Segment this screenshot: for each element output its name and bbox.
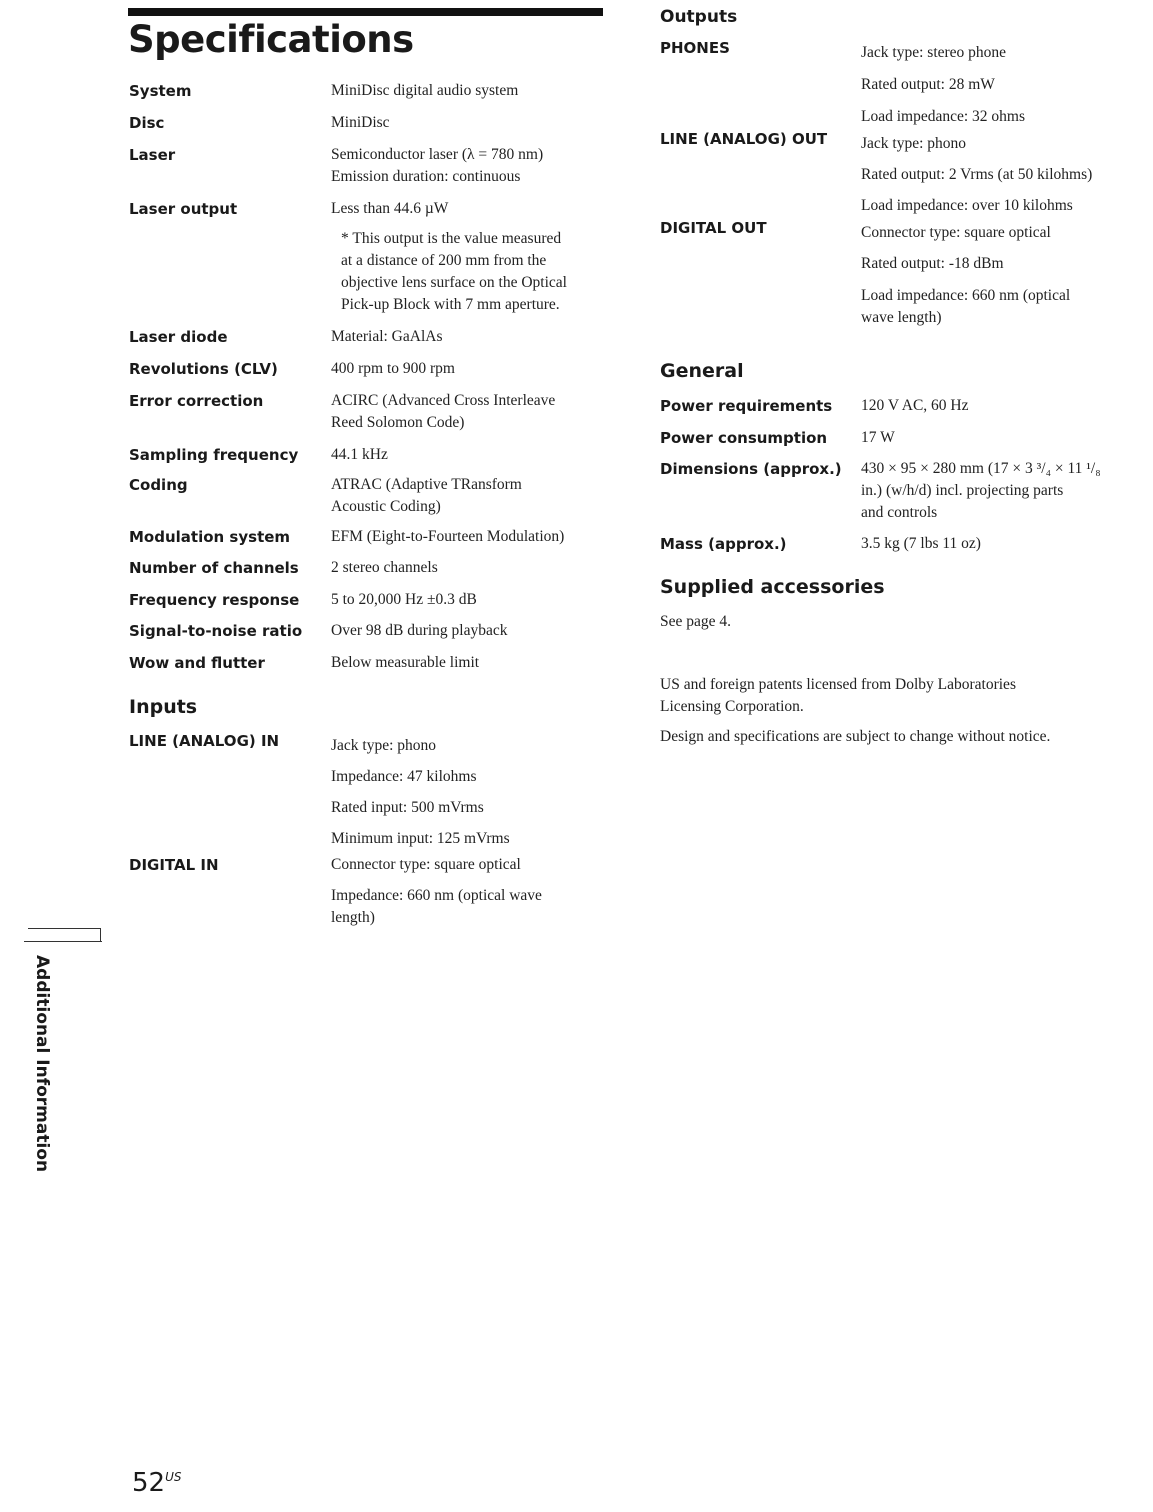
spec-label: Mass (approx.) [660, 535, 787, 553]
spec-value: Rated output: 28 mW [861, 76, 995, 93]
spec-value: Emission duration: continuous [331, 168, 521, 185]
page-title: Specifications [128, 18, 414, 61]
spec-label: Frequency response [129, 591, 300, 609]
spec-value: 400 rpm to 900 rpm [331, 360, 455, 377]
spec-row-channels [129, 557, 609, 589]
spec-row-modulation [129, 526, 609, 557]
spec-value: Jack type: stereo phone [861, 44, 1007, 61]
spec-value: Over 98 dB during playback [331, 622, 508, 639]
spec-value: Load impedance: over 10 kilohms [861, 197, 1073, 214]
spec-label: DIGITAL IN [129, 856, 219, 874]
spec-row-line-analog-out [660, 128, 1140, 222]
spec-row-revolutions [129, 358, 609, 390]
spec-value: Connector type: square optical [861, 224, 1051, 241]
spec-row-dimensions [660, 458, 1140, 533]
note-line: Pick-up Block with 7 mm aperture. [341, 296, 560, 313]
spec-value: wave length) [861, 309, 942, 326]
spec-value: Load impedance: 660 nm (optical [861, 287, 1071, 304]
title-rule [128, 8, 603, 16]
accessories-heading: Supplied accessories [660, 576, 885, 598]
spec-value: Rated output: 2 Vrms (at 50 kilohms) [861, 166, 1093, 183]
spec-label: Laser diode [129, 328, 228, 346]
spec-label: Disc [129, 114, 165, 132]
spec-label: PHONES [660, 39, 730, 57]
general-table [660, 395, 1140, 565]
spec-value: Jack type: phono [861, 135, 967, 152]
spec-label: System [129, 82, 192, 100]
accessories-text: See page 4. [660, 613, 732, 630]
spec-value: MiniDisc digital audio system [331, 82, 519, 99]
spec-value: Connector type: square optical [331, 856, 521, 873]
inputs-heading: Inputs [129, 696, 198, 718]
spec-row-line-analog-in [129, 730, 609, 854]
spec-row-sampling-frequency [129, 444, 609, 474]
general-heading: General [660, 360, 744, 382]
spec-label: Revolutions (CLV) [129, 360, 278, 378]
spec-label: Error correction [129, 392, 264, 410]
spec-value: 430 × 95 × 280 mm (17 × 3 ³/₄ × 11 ¹/₈ [861, 460, 1101, 477]
spec-label: Power requirements [660, 397, 833, 415]
spec-value: Below measurable limit [331, 654, 480, 671]
spec-row-wow-flutter [129, 652, 609, 684]
spec-value: Impedance: 47 kilohms [331, 768, 477, 785]
outputs-table [660, 39, 1140, 337]
note-line: objective lens surface on the Optical [341, 274, 567, 291]
side-tab-rule [100, 928, 101, 942]
spec-label: Sampling frequency [129, 446, 299, 464]
patent-notice [660, 674, 1140, 718]
spec-value: 5 to 20,000 Hz ±0.3 dB [331, 591, 477, 608]
spec-row-laser-output [129, 198, 609, 326]
design-notice: Design and specifications are subject to change without notice. [660, 728, 1051, 745]
note-line: * This output is the value measured [341, 230, 562, 247]
spec-value: ACIRC (Advanced Cross Interleave [331, 392, 556, 409]
spec-row-error-correction [129, 390, 609, 444]
spec-value: 44.1 kHz [331, 446, 388, 463]
spec-row-laser-diode [129, 326, 609, 358]
spec-value: in.) (w/h/d) incl. projecting parts [861, 482, 1064, 499]
spec-value: Material: GaAlAs [331, 328, 443, 345]
outputs-heading: Outputs [660, 7, 738, 27]
spec-label: Coding [129, 476, 188, 494]
spec-row-system [129, 80, 609, 112]
spec-row-frequency-response [129, 589, 609, 620]
spec-value: length) [331, 909, 375, 926]
spec-row-digital-in [129, 854, 609, 934]
spec-value: Impedance: 660 nm (optical wave [331, 887, 542, 904]
spec-value: 120 V AC, 60 Hz [861, 397, 969, 414]
spec-label: Signal-to-noise ratio [129, 622, 303, 640]
side-tab-rule [24, 941, 102, 942]
laser-output-note [331, 228, 609, 316]
spec-label: LINE (ANALOG) IN [129, 732, 280, 750]
spec-row-power-consumption [660, 427, 1140, 458]
spec-label: Modulation system [129, 528, 291, 546]
note-line: at a distance of 200 mm from the [341, 252, 547, 269]
spec-row-digital-out [660, 217, 1140, 337]
left-spec-table [129, 80, 609, 684]
side-tab-rule [28, 928, 100, 929]
spec-label: Power consumption [660, 429, 828, 447]
spec-row-power-requirements [660, 395, 1140, 427]
spec-label: Wow and flutter [129, 654, 265, 672]
page-number-suffix: US [165, 1470, 182, 1484]
patent-line: Licensing Corporation. [660, 698, 804, 715]
spec-value: Acoustic Coding) [331, 498, 441, 515]
side-tab-label: Additional Information [32, 955, 52, 1173]
spec-row-snr [129, 620, 609, 652]
spec-value: and controls [861, 504, 938, 521]
spec-row-disc [129, 112, 609, 144]
spec-row-mass [660, 533, 1140, 565]
spec-value: EFM (Eight-to-Fourteen Modulation) [331, 528, 565, 545]
spec-value: Jack type: phono [331, 737, 437, 754]
spec-label: Laser output [129, 200, 238, 218]
patent-line: US and foreign patents licensed from Dolby Laboratories [660, 676, 1016, 693]
spec-label: Laser [129, 146, 176, 164]
spec-label: Number of channels [129, 559, 299, 577]
spec-value: Rated input: 500 mVrms [331, 799, 484, 816]
spec-value: 3.5 kg (7 lbs 11 oz) [861, 535, 981, 552]
spec-value: 17 W [861, 429, 895, 446]
spec-value: MiniDisc [331, 114, 390, 131]
page-number-value: 52 [132, 1468, 166, 1498]
spec-value: Minimum input: 125 mVrms [331, 830, 510, 847]
spec-label: DIGITAL OUT [660, 219, 767, 237]
spec-value: Rated output: -18 dBm [861, 255, 1004, 272]
spec-value: Less than 44.6 µW [331, 200, 449, 217]
page-number [132, 1468, 182, 1498]
spec-label: Dimensions (approx.) [660, 460, 842, 478]
spec-value: 2 stereo channels [331, 559, 438, 576]
spec-label: LINE (ANALOG) OUT [660, 130, 828, 148]
spec-value: Load impedance: 32 ohms [861, 108, 1025, 125]
spec-row-phones [660, 37, 1140, 133]
spec-value: Reed Solomon Code) [331, 414, 465, 431]
spec-value: ATRAC (Adaptive TRansform [331, 476, 522, 493]
inputs-table [129, 730, 609, 934]
spec-value: Semiconductor laser (λ = 780 nm) [331, 146, 544, 163]
spec-row-coding [129, 474, 609, 526]
spec-row-laser [129, 144, 609, 198]
